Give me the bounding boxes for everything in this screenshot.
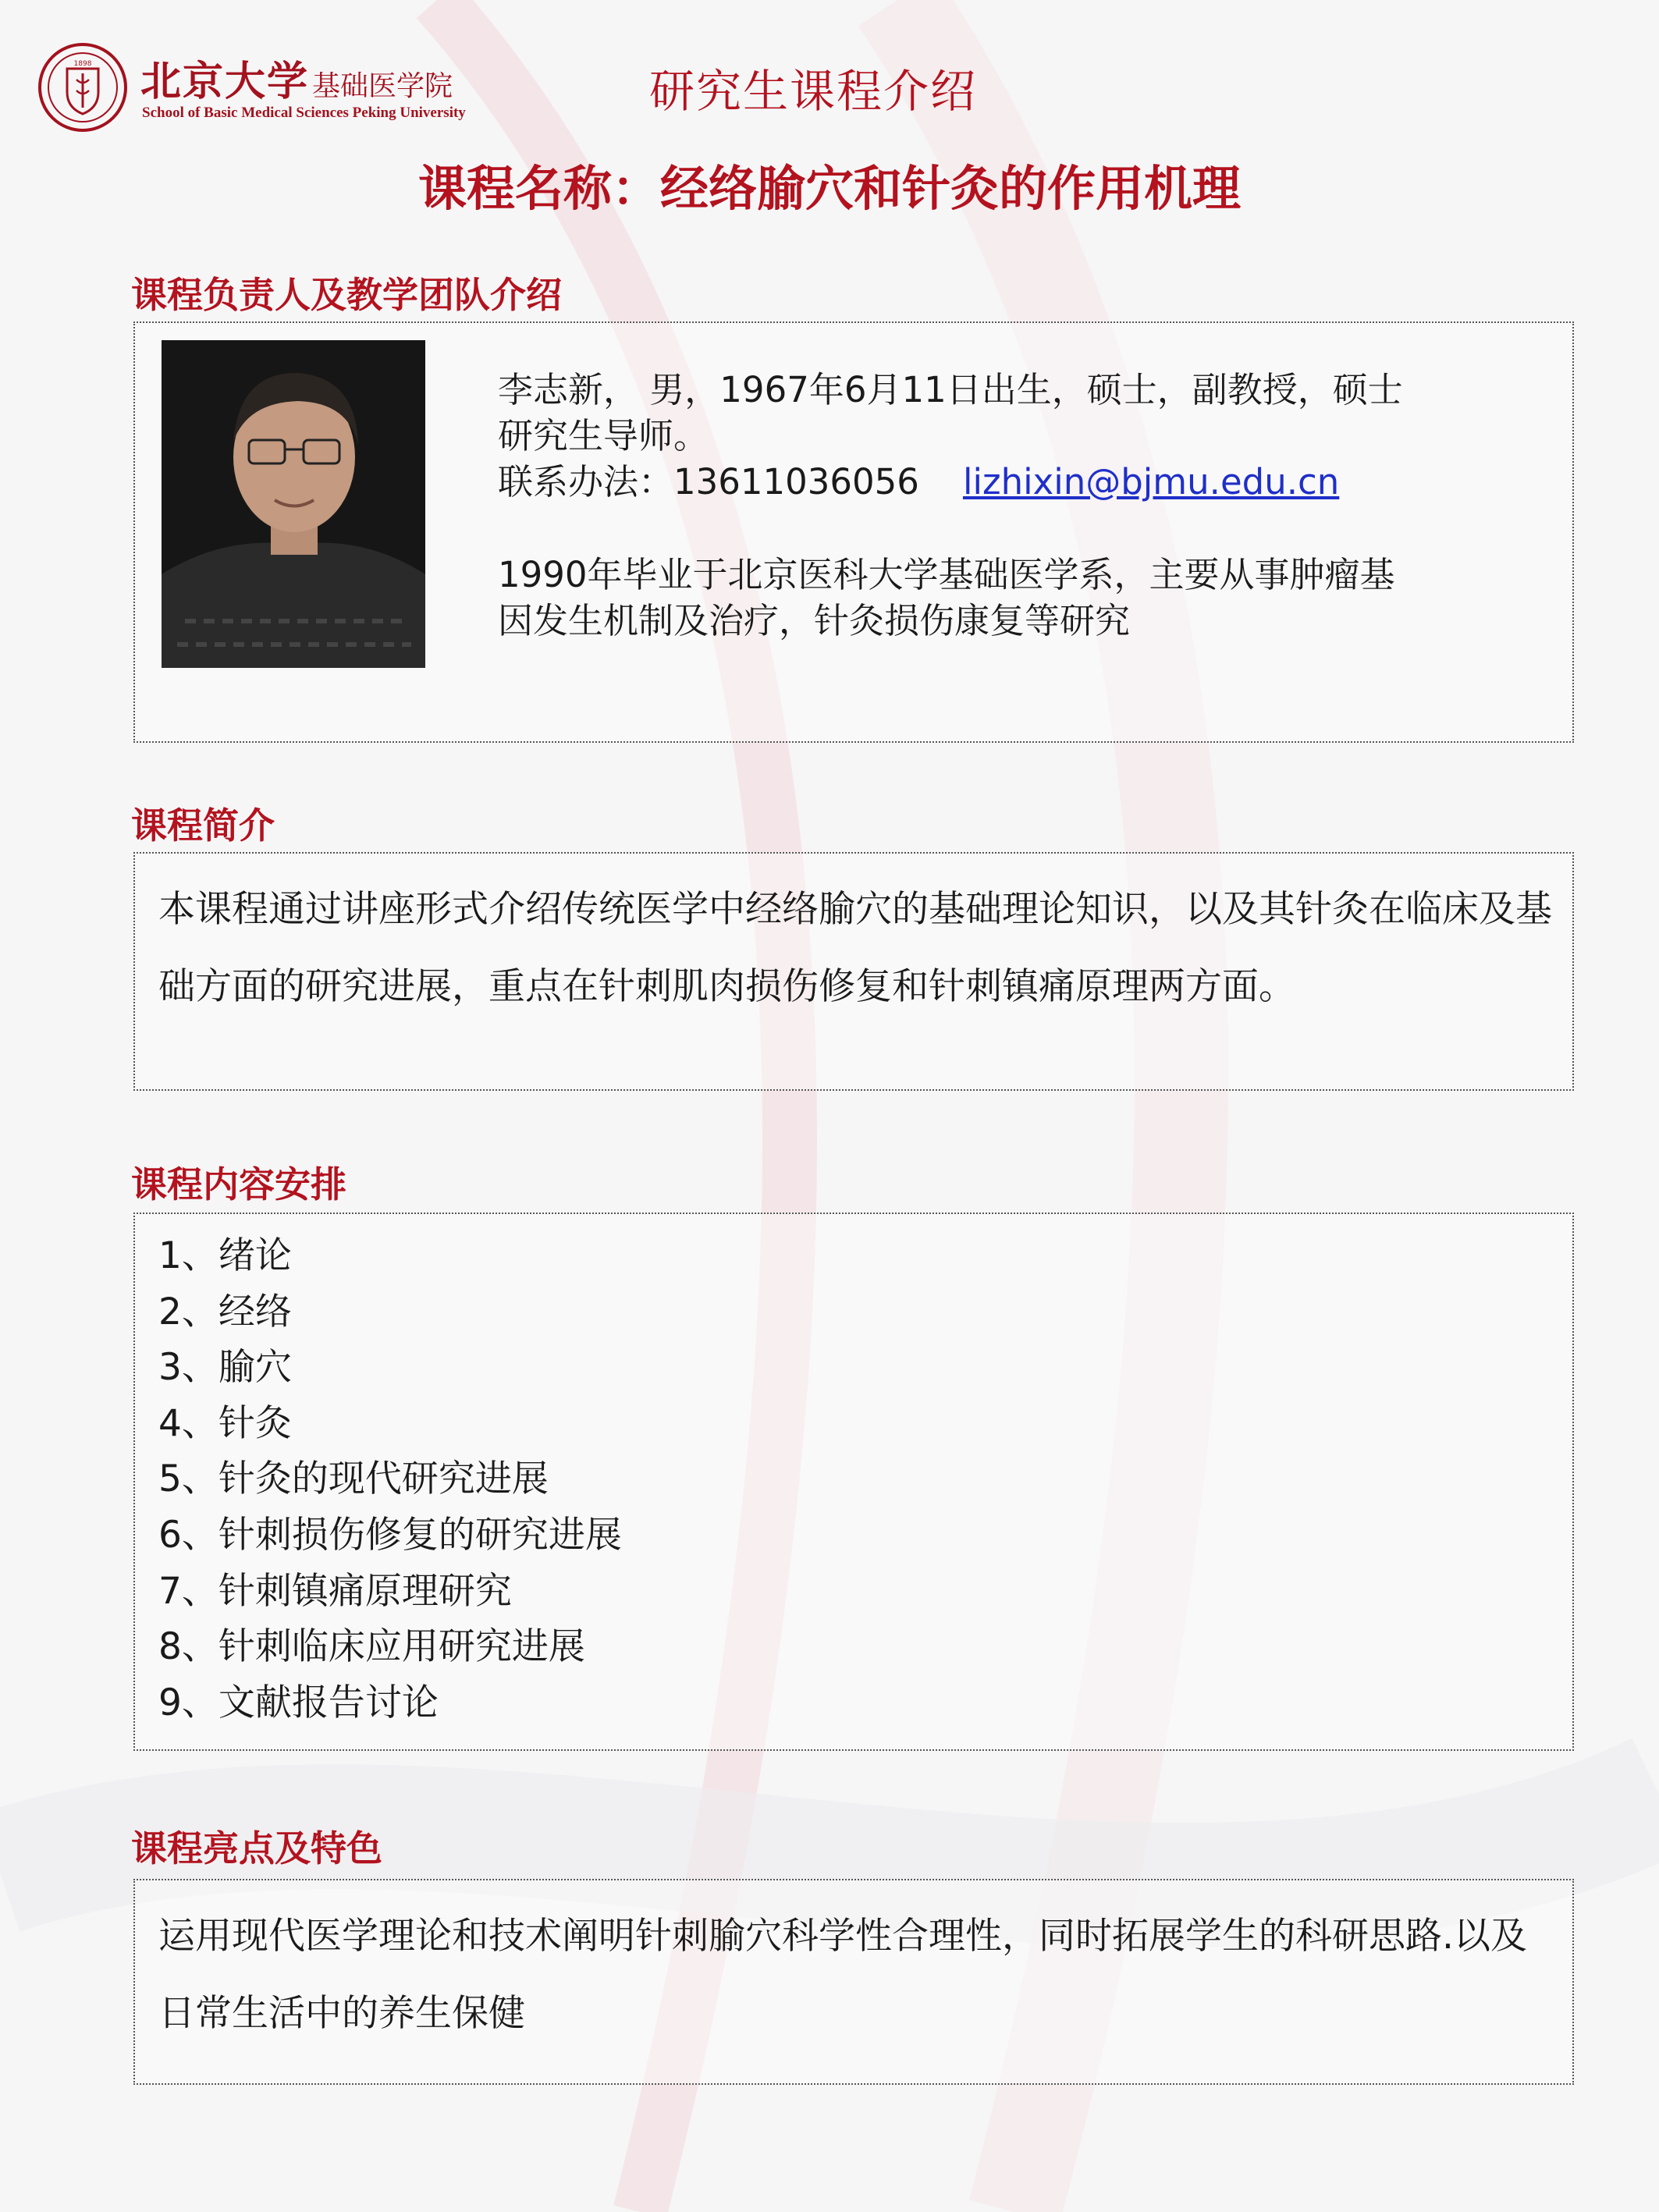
school-logo [37, 41, 506, 134]
schedule-item: 8、针刺临床应用研究进展 [158, 1625, 585, 1669]
intro-section-title: 课程简介 [131, 804, 275, 847]
highlights-section-box [133, 1879, 1574, 2085]
instructor-info [498, 367, 1536, 644]
schedule-item: 5、针灸的现代研究进展 [158, 1458, 549, 1501]
profile-line-1: 李志新， 男，1967年6月11日出生，硕士，副教授，硕士 [498, 369, 1403, 410]
logo-english-name: School of Basic Medical Sciences Peking University [142, 105, 466, 121]
course-name-heading: 课程名称：经络腧穴和针灸的作用机理 [417, 160, 1241, 217]
schedule-item: 6、针刺损伤修复的研究进展 [158, 1513, 622, 1557]
university-seal-icon [37, 42, 128, 133]
spacer [498, 505, 1536, 552]
intro-text: 本课程通过讲座形式介绍传统医学中经络腧穴的基础理论知识，以及其针灸在临床及基础方面的研究进展，重点在针刺肌肉损伤修复和针刺镇痛原理两方面。 [158, 888, 1552, 1008]
contact-line [498, 459, 1536, 505]
instructor-photo [162, 340, 425, 668]
team-section-title: 课程负责人及教学团队介绍 [131, 274, 562, 316]
schedule-section-box [133, 1213, 1574, 1751]
intro-section-box [133, 852, 1574, 1091]
schedule-item: 9、文献报告讨论 [158, 1681, 439, 1724]
logo-chinese-name: 北京大学 基础医学院 [140, 58, 453, 105]
schedule-item: 2、经络 [158, 1290, 292, 1333]
document-title: 研究生课程介绍 [649, 65, 978, 118]
highlights-text: 运用现代医学理论和技术阐明针刺腧穴科学性合理性，同时拓展学生的科研思路.以及日常生活中的养生保健 [158, 1915, 1527, 2035]
email-link[interactable]: lizhixin@bjmu.edu.cn [962, 461, 1340, 502]
schedule-item: 1、绪论 [158, 1234, 292, 1277]
schedule-list [158, 1228, 622, 1731]
schedule-item: 3、腧穴 [158, 1346, 292, 1390]
bio-line-1: 1990年毕业于北京医科大学基础医学系，主要从事肿瘤基 [498, 554, 1395, 595]
svg-text:1898: 1898 [73, 60, 92, 68]
highlights-section-title: 课程亮点及特色 [131, 1827, 382, 1869]
team-section-box [133, 321, 1574, 743]
schedule-item: 4、针灸 [158, 1401, 292, 1445]
contact-phone: 联系办法：13611036056 [498, 461, 919, 502]
schedule-item: 7、针刺镇痛原理研究 [158, 1569, 512, 1613]
schedule-section-title: 课程内容安排 [131, 1163, 346, 1205]
portrait-image [162, 340, 425, 668]
bio-line-2: 因发生机制及治疗，针灸损伤康复等研究 [498, 600, 1131, 641]
profile-line-2: 研究生导师。 [498, 415, 709, 456]
